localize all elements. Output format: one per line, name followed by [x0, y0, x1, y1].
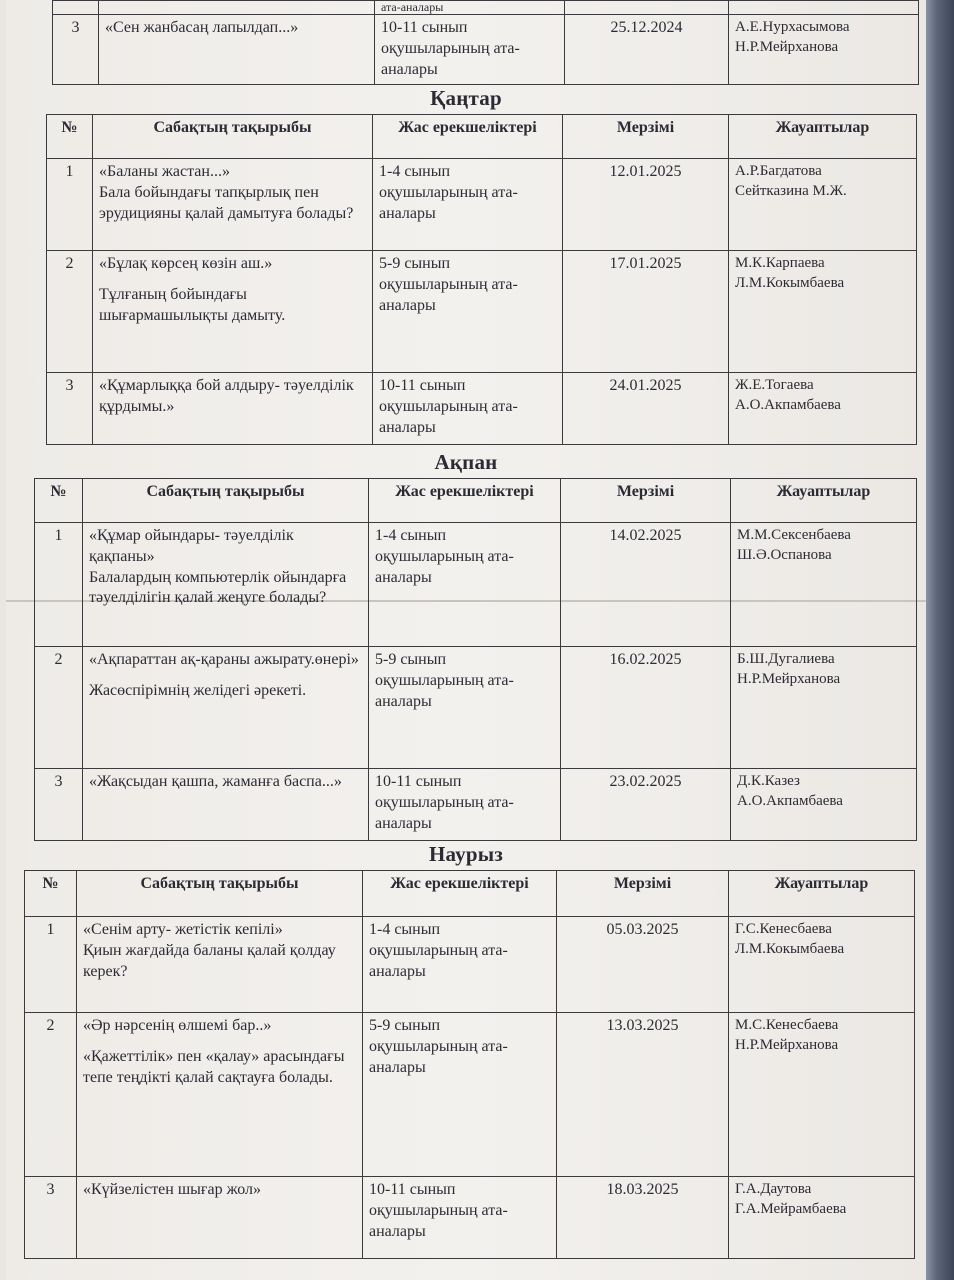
responsible-cell	[729, 373, 917, 445]
row-number: 3	[25, 1177, 77, 1259]
responsible-name: Л.М.Кокымбаева	[735, 940, 845, 957]
responsible-name: Н.Р.Мейрханова	[735, 38, 839, 55]
header-row	[25, 871, 915, 917]
topic-subtitle: Қиын жағдайда баланы қалай қолдау керек?	[83, 941, 336, 980]
responsible-name: Н.Р.Мейрханова	[735, 1036, 839, 1053]
table-row	[35, 523, 917, 647]
responsible-name: Ш.Ә.Оспанова	[737, 546, 832, 563]
responsible-cell	[729, 1177, 915, 1259]
topic-title: «Баланы жастан...»	[99, 163, 230, 180]
header-age: Жас ерекшеліктері	[369, 479, 561, 523]
responsible-name: Д.К.Казез	[737, 773, 800, 789]
responsible-name: Н.Р.Мейрханова	[737, 670, 841, 687]
notebook-spine	[926, 0, 954, 1280]
header-responsible: Жауаптылар	[729, 115, 917, 159]
age-cell: 5-9 сынып оқушыларының ата-аналары	[369, 647, 561, 769]
responsible-name: М.С.Кенесбаева	[735, 1017, 839, 1033]
header-num: №	[35, 479, 83, 523]
december-table	[52, 0, 919, 85]
responsible-name: Л.М.Кокымбаева	[735, 274, 845, 291]
table-row	[35, 769, 917, 841]
header-responsible: Жауаптылар	[731, 479, 917, 523]
responsible-cell	[729, 917, 915, 1013]
february-table	[34, 478, 917, 841]
row-number: 2	[25, 1013, 77, 1177]
responsible-name: А.Е.Нурхасымова	[735, 19, 850, 35]
topic-subtitle: Балалардың компьютерлік ойындарға тәуелділігін қалай жеңуге болады?	[89, 568, 347, 607]
responsible-cell	[731, 523, 917, 647]
row-number: 2	[35, 647, 83, 769]
topic-cell: «Сен жанбасаң лапылдап...»	[99, 15, 375, 85]
date-cell: 13.03.2025	[557, 1013, 729, 1177]
topic-subtitle: Тұлғаның бойындағы шығармашылықты дамыту.	[99, 285, 286, 324]
responsible-name: А.О.Акпамбаева	[735, 396, 841, 413]
responsible-name: М.М.Сексенбаева	[737, 527, 851, 543]
header-topic: Сабақтың тақырыбы	[83, 479, 369, 523]
topic-cell	[93, 159, 373, 251]
header-num: №	[25, 871, 77, 917]
topic-title: «Сенім арту- жетістік кепілі»	[83, 921, 283, 938]
header-row	[35, 479, 917, 523]
responsible-name: А.О.Акпамбаева	[737, 792, 843, 809]
responsible-name: Б.Ш.Дугалиева	[737, 651, 835, 667]
date-cell: 16.02.2025	[561, 647, 731, 769]
topic-cell	[83, 523, 369, 647]
topic-title: «Күйзелістен шығар жол»	[83, 1181, 262, 1198]
age-cell: 10-11 сынып оқушыларының ата-аналары	[373, 373, 563, 445]
age-cell: 1-4 сынып оқушыларының ата-аналары	[369, 523, 561, 647]
header-topic: Сабақтың тақырыбы	[93, 115, 373, 159]
table-row	[47, 373, 917, 445]
table-row	[53, 15, 919, 85]
header-date: Мерзімі	[561, 479, 731, 523]
month-title-february: Ақпан	[434, 450, 498, 474]
document-page	[6, 0, 926, 1280]
date-cell: 18.03.2025	[557, 1177, 729, 1259]
month-title-march: Наурыз	[429, 842, 503, 866]
topic-subtitle: Жасөспірімнің желідегі әрекеті.	[89, 681, 307, 699]
age-cell: 1-4 сынып оқушыларының ата-аналары	[363, 917, 557, 1013]
row-number: 1	[47, 159, 93, 251]
age-cell: 1-4 сынып оқушыларының ата-аналары	[373, 159, 563, 251]
header-topic: Сабақтың тақырыбы	[77, 871, 363, 917]
topic-cell	[93, 251, 373, 373]
header-num: №	[47, 115, 93, 159]
topic-cell	[77, 917, 363, 1013]
table-row	[25, 1013, 915, 1177]
responsible-name: Г.С.Кенесбаева	[735, 921, 832, 937]
topic-cell	[93, 373, 373, 445]
topic-title: «Әр нәрсенің өлшемі бар..»	[83, 1017, 272, 1034]
march-table	[24, 870, 915, 1259]
cut-text: ата-аналары	[375, 1, 565, 15]
row-number: 3	[35, 769, 83, 841]
age-cell: 5-9 сынып оқушыларының ата-аналары	[373, 251, 563, 373]
age-cell: 10-11 сынып оқушыларының ата-аналары	[375, 15, 565, 85]
row-number: 2	[47, 251, 93, 373]
date-cell: 24.01.2025	[563, 373, 729, 445]
date-cell: 25.12.2024	[565, 15, 729, 85]
table-row	[35, 647, 917, 769]
date-cell: 14.02.2025	[561, 523, 731, 647]
responsible-cell	[731, 769, 917, 841]
responsible-cell	[729, 15, 919, 85]
age-cell: 10-11 сынып оқушыларының ата-аналары	[369, 769, 561, 841]
topic-cell	[83, 647, 369, 769]
date-cell: 12.01.2025	[563, 159, 729, 251]
age-cell: 5-9 сынып оқушыларының ата-аналары	[363, 1013, 557, 1177]
responsible-name: Сейтказина М.Ж.	[735, 182, 847, 199]
table-row	[25, 917, 915, 1013]
responsible-cell	[729, 1013, 915, 1177]
row-number: 1	[35, 523, 83, 647]
topic-cell	[83, 769, 369, 841]
table-row	[47, 159, 917, 251]
responsible-name: А.Р.Багдатова	[735, 163, 822, 179]
responsible-name: Ж.Е.Тогаева	[735, 377, 814, 393]
age-cell: 10-11 сынып оқушыларының ата-аналары	[363, 1177, 557, 1259]
row-number: 3	[53, 15, 99, 85]
date-cell: 05.03.2025	[557, 917, 729, 1013]
date-cell: 17.01.2025	[563, 251, 729, 373]
table-row	[25, 1177, 915, 1259]
header-age: Жас ерекшеліктері	[363, 871, 557, 917]
responsible-cell	[729, 159, 917, 251]
responsible-cell	[731, 647, 917, 769]
topic-cell	[77, 1013, 363, 1177]
row-number: 1	[25, 917, 77, 1013]
header-age: Жас ерекшеліктері	[373, 115, 563, 159]
table-row	[53, 1, 919, 15]
topic-title: «Ақпараттан ақ-қараны ажырату.өнері»	[89, 651, 359, 668]
responsible-cell	[729, 251, 917, 373]
topic-title: «Құмарлыққа бой алдыру- тәуелділік құрдымы.»	[99, 377, 354, 415]
header-row	[47, 115, 917, 159]
topic-title: «Жақсыдан қашпа, жаманға баспа...»	[89, 773, 342, 790]
topic-cell	[77, 1177, 363, 1259]
table-row	[47, 251, 917, 373]
topic-title: «Бұлақ көрсең көзін аш.»	[99, 255, 273, 272]
january-table	[46, 114, 917, 445]
topic-title: «Құмар ойындары- тәуелділік қақпаны»	[89, 527, 294, 565]
topic-subtitle: Бала бойындағы тапқырлық пен эрудицияны қалай дамытуға болады?	[99, 183, 354, 222]
responsible-name: Г.А.Мейрамбаева	[735, 1200, 847, 1217]
topic-subtitle: «Қажеттілік» пен «қалау» арасындағы тепе теңдікті қалай сақтауға болады.	[83, 1047, 345, 1086]
header-responsible: Жауаптылар	[729, 871, 915, 917]
date-cell: 23.02.2025	[561, 769, 731, 841]
month-title-january: Қаңтар	[430, 86, 502, 110]
header-date: Мерзімі	[563, 115, 729, 159]
responsible-name: М.К.Карпаева	[735, 255, 825, 271]
row-number: 3	[47, 373, 93, 445]
responsible-name: Г.А.Даутова	[735, 1181, 812, 1197]
header-date: Мерзімі	[557, 871, 729, 917]
